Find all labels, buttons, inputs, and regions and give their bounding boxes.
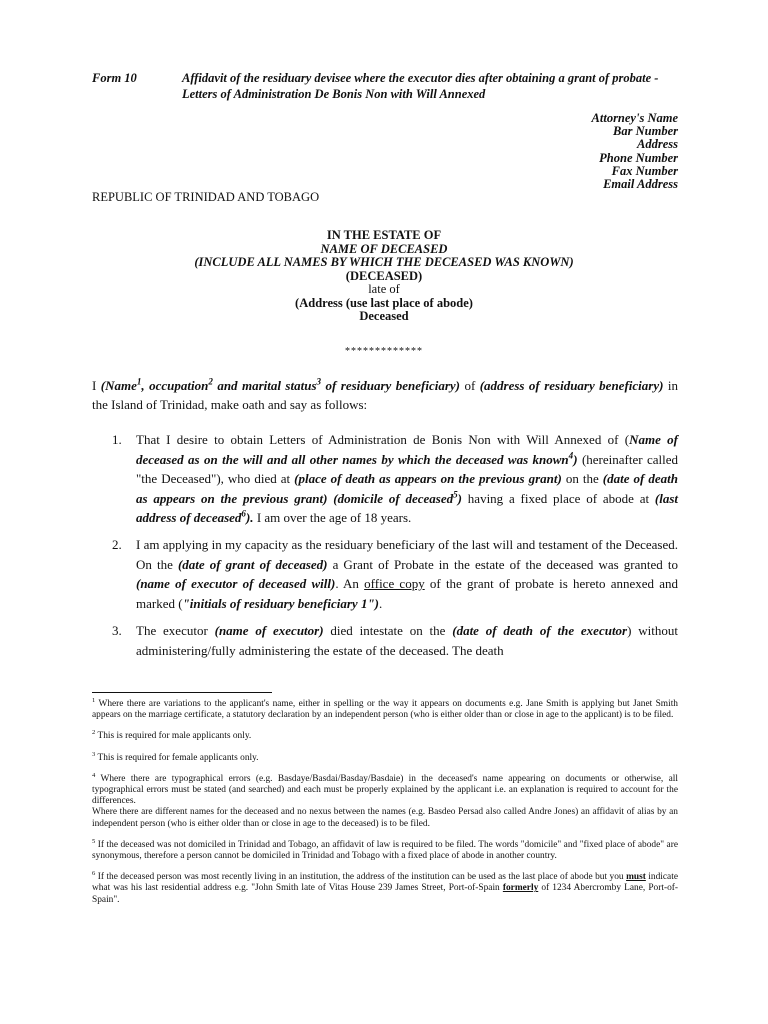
attorney-block xyxy=(592,112,678,191)
form-number: Form 10 xyxy=(92,71,137,85)
text-run: died intestate on the xyxy=(323,623,453,638)
estate-late-of: late of xyxy=(368,282,400,296)
paragraph-number: 1. xyxy=(112,432,122,447)
field-grant-date: (date of grant of deceased) xyxy=(177,556,328,572)
attorney-phone: Phone Number xyxy=(599,150,678,165)
intro-text: of xyxy=(460,378,480,393)
text-run: I am over the age of 18 years. xyxy=(253,510,412,525)
footnote-text: of 1234 Abercromby Lane, Port-of-Spain". xyxy=(92,883,678,905)
footnote-3 xyxy=(92,750,678,764)
footnote-number: 3 xyxy=(92,750,96,758)
text-run: . An xyxy=(335,576,365,591)
intro-field-beneficiary: of residuary beneficiary) xyxy=(321,378,461,393)
paragraph-text xyxy=(136,430,678,528)
underlined-term: office copy xyxy=(364,576,425,591)
field-initials: "initials of residuary beneficiary 1") xyxy=(182,595,379,611)
paragraph-text xyxy=(136,535,678,613)
footnote-text: indicate what was his last residential address e.g. "John Smith late of Vitas House 239 James Street, Port-of-Spain xyxy=(92,872,678,894)
text-run: ). xyxy=(245,510,254,525)
footnote-ref: 3 xyxy=(316,376,322,387)
footnote-number: 1 xyxy=(92,696,96,704)
footnote-5 xyxy=(92,837,678,862)
intro-field-address: (address of residuary beneficiary) xyxy=(479,378,664,393)
intro-paragraph xyxy=(92,376,678,414)
text-run: . xyxy=(378,595,383,611)
footnote-ref: 2 xyxy=(208,376,213,387)
footnote-2 xyxy=(92,731,678,742)
paragraph-3 xyxy=(112,621,678,660)
intro-text: in the Island of Trinidad, make oath and say as follows: xyxy=(92,378,678,412)
field-executor-name: (name of executor) xyxy=(214,623,324,638)
text-run: (hereinafter called "the Deceased"), who died at xyxy=(136,451,678,486)
footnote-text: This is required for female applicants only. xyxy=(95,752,259,763)
footnote-ref: 5 xyxy=(453,489,458,500)
paragraph-2 xyxy=(112,535,678,613)
estate-deceased-name: NAME OF DECEASED xyxy=(320,241,448,256)
attorney-address: Address xyxy=(637,137,678,152)
footnote-ref: 1 xyxy=(136,376,142,387)
attorney-bar-number: Bar Number xyxy=(613,124,678,139)
estate-address: (Address (use last place of abode) xyxy=(295,295,473,310)
underlined-term: must xyxy=(626,872,646,883)
text-run: on the xyxy=(561,471,603,486)
paragraph-text xyxy=(136,621,678,660)
footnote-6 xyxy=(92,872,678,906)
estate-heading xyxy=(92,229,676,324)
field-executor-death-date: (date of death of the executor xyxy=(452,623,628,638)
footnote-number: 5 xyxy=(92,837,96,845)
field-place-of-death: (place of death as appears on the previous grant) xyxy=(294,471,562,486)
attorney-name: Attorney's Name xyxy=(591,111,678,125)
footnote-text: If the deceased person was most recently living in an institution, the address of the institution can be used as the last place of abode but you xyxy=(95,872,627,883)
attorney-email: Email Address xyxy=(603,177,678,192)
footnote-ref: 4 xyxy=(568,450,574,461)
republic-heading: REPUBLIC OF TRINIDAD AND TOBAGO xyxy=(92,190,320,204)
text-run: The executor xyxy=(136,623,215,638)
field-executor-name: (name of executor of deceased will) xyxy=(136,576,336,591)
footnote-ref: 6 xyxy=(241,508,246,519)
text-run: having a fixed place of abode at xyxy=(462,490,655,506)
form-title: Affidavit of the residuary devisee where the executor dies after obtaining a grant of probate - Letters of Administration De Bonis Non with Will Annexed xyxy=(182,71,659,101)
text-run: ) without administering/fully administering the estate of the deceased. The death xyxy=(136,623,678,658)
text-run: a Grant of Probate in the estate of the deceased was granted to xyxy=(327,556,678,572)
estate-deceased: Deceased xyxy=(359,309,409,323)
footnote-text: This is required for male applicants only. xyxy=(95,731,252,742)
footnotes xyxy=(92,696,678,916)
footnote-text: Where there are typographical errors (e.g. Basdaye/Basdai/Basday/Basdaie) in the deceased's name appearing on documents or otherwise, all typographical errors must be stated (and searched) and each must be properly explained by the applicant i.e. an explanation is required to account for the differences. xyxy=(92,773,678,807)
text-run: of the grant of probate is hereto annexed and marked ( xyxy=(136,576,678,611)
intro-text: I xyxy=(92,378,101,393)
paragraph-number: 2. xyxy=(112,537,122,552)
intro-field-marital: and marital status xyxy=(212,378,317,393)
footnote-text: If the deceased was not domiciled in Trinidad and Tobago, an affidavit of law is required to be filed. The words "domicile" and "fixed place of abode" are synonymous, therefore a person cannot be domiciled in Trinidad and Tobago with a fixed place of abode in another country. xyxy=(92,839,678,862)
text-run: ) xyxy=(573,451,578,467)
field-last-address: (last address of deceased xyxy=(136,490,678,525)
footnote-1 xyxy=(92,696,678,721)
footnote-number: 4 xyxy=(92,771,96,779)
estate-deceased-label: (DECEASED) xyxy=(345,268,423,283)
footnote-number: 6 xyxy=(92,870,96,878)
paragraph-number: 3. xyxy=(112,623,122,638)
intro-field-occupation: , occupation xyxy=(141,378,209,393)
text-run: ) xyxy=(457,490,463,506)
footnote-text: Where there are different names for the deceased and no nexus between the names (e.g. Basdeo Persad also called Andre Jones) an affidavit of alias by an independent person (who is either older than or close in age to the deceased) is to be filed. xyxy=(92,807,678,829)
footnote-number: 2 xyxy=(92,729,96,737)
estate-names-note: (INCLUDE ALL NAMES BY WHICH THE DECEASED WAS KNOWN) xyxy=(194,255,574,269)
estate-line-1: IN THE ESTATE OF xyxy=(326,228,442,242)
text-run: That I desire to obtain Letters of Administration de Bonis Non with Will Annexed of ( xyxy=(136,432,630,447)
paragraph-1 xyxy=(112,430,678,528)
underlined-term: formerly xyxy=(502,883,539,894)
footnote-4 xyxy=(92,771,678,830)
footnote-divider xyxy=(92,692,272,693)
intro-field-name: (Name xyxy=(100,378,137,393)
footnote-text: Where there are variations to the applicant's name, either in spelling or the way it appears on documents e.g. Jane Smith is applying but Janet Smith appears on the marriage certificate, a statutory declaration by an independent person (who is either older than or close in age to the applicant) is to be filed. xyxy=(92,699,678,721)
separator: ************* xyxy=(345,346,423,357)
text-run: I am applying in my capacity as the residuary beneficiary of the last will and testament of the Deceased. On the xyxy=(136,537,678,572)
field-date-domicile: (date of death as appears on the previous grant) (domicile of deceased xyxy=(136,471,678,506)
field-deceased-name: Name of deceased as on the will and all other names by which the deceased was known xyxy=(136,432,678,467)
attorney-fax: Fax Number xyxy=(611,163,678,178)
